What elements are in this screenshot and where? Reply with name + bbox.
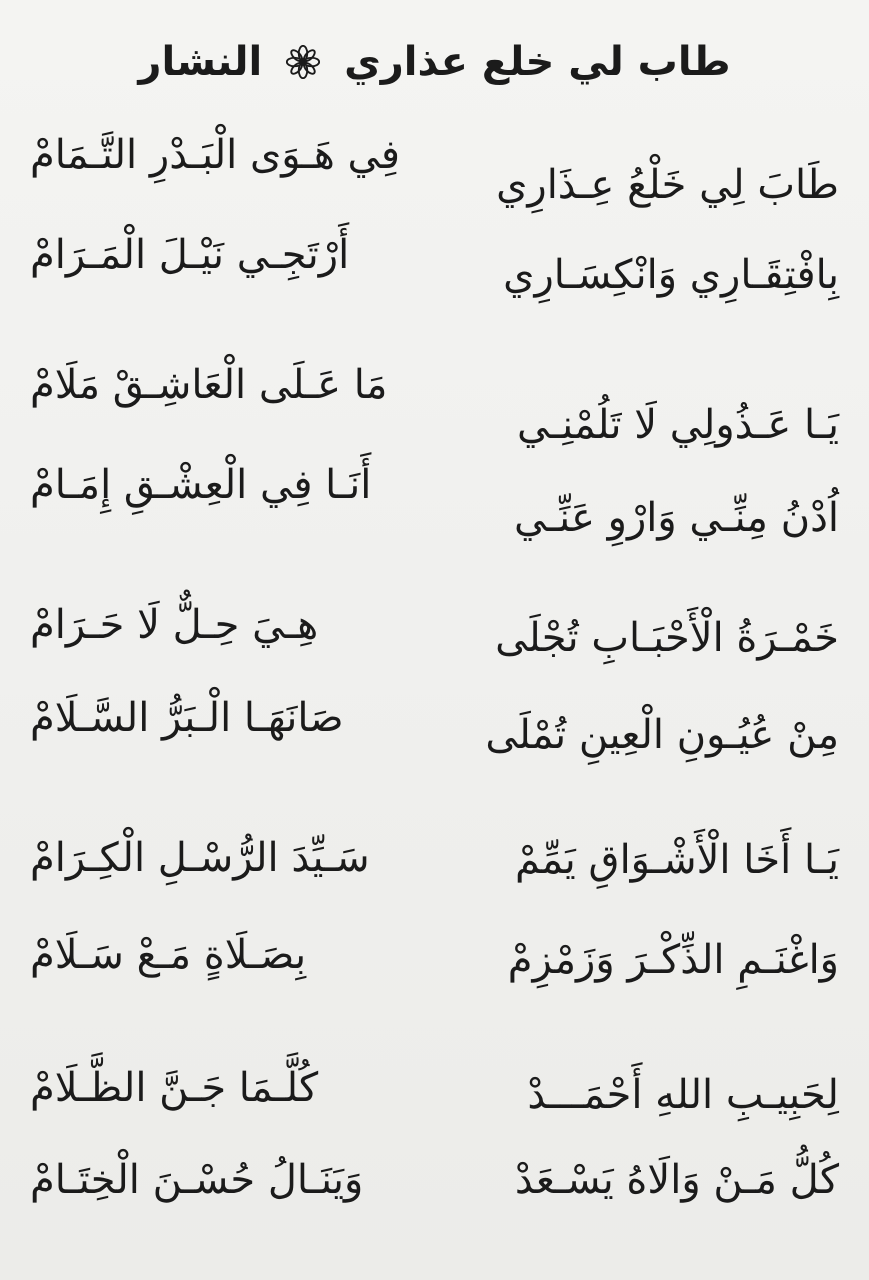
verse-10-first-hemistich: كُلُّ مَـنْ وَالَاهُ يَسْـعَدْ [514,1157,839,1203]
verse-5-second-hemistich: هِـيَ حِـلٌّ لَا حَـرَامْ [30,602,319,648]
verse-3-first-hemistich: يَـا عَـذُولِي لَا تَلُمْنِـي [516,402,839,448]
verse-2-first-hemistich: بِافْتِقَـارِي وَانْكِسَـارِي [503,252,839,298]
verse-10-second-hemistich: وَيَنَـالُ حُسْـنَ الْخِتَـامْ [30,1157,364,1203]
poem-title [0,30,869,92]
verse-4-first-hemistich: اُدْنُ مِنِّـي وَارْوِ عَنِّـي [513,495,839,541]
verse-2-second-hemistich: أَرْتَجِـي نَيْـلَ الْمَـرَامْ [30,232,350,278]
verse-8-first-hemistich: وَاغْنَـمِ الذِّكْـرَ وَزَمْزِمْ [507,937,839,983]
verse-5-first-hemistich: خَمْـرَةُ الْأَحْبَـابِ تُجْلَى [495,615,839,661]
verse-7-first-hemistich: يَـا أَخَا الْأَشْـوَاقِ يَمِّمْ [514,837,839,883]
verse-1-first-hemistich: طَابَ لِي خَلْعُ عِـذَارِي [496,162,839,208]
verse-6-first-hemistich: مِنْ عُيُـونِ الْعِينِ تُمْلَى [485,712,839,758]
verse-4-second-hemistich: أَنَـا فِي الْعِشْـقِ إِمَـامْ [30,462,372,508]
verse-1-second-hemistich: فِي هَـوَى الْبَـدْرِ التَّـمَامْ [30,132,400,178]
verse-9-first-hemistich: لِحَبِيـبِ اللهِ أَحْمَـــدْ [527,1072,839,1118]
verse-6-second-hemistich: صَانَهَـا الْـبَرُّ السَّـلَامْ [30,695,344,741]
flower-ornament-icon [286,45,320,79]
title-text: طاب لي خلع عذاري [344,39,731,85]
verse-8-second-hemistich: بِصَـلَاةٍ مَـعْ سَـلَامْ [30,932,307,978]
title-author: النشار [138,39,263,85]
verse-3-second-hemistich: مَا عَـلَى الْعَاشِـقْ مَلَامْ [30,362,388,408]
verse-9-second-hemistich: كُلَّـمَا جَـنَّ الظَّـلَامْ [30,1065,319,1111]
verse-7-second-hemistich: سَـيِّدَ الرُّسْـلِ الْكِـرَامْ [30,835,370,881]
